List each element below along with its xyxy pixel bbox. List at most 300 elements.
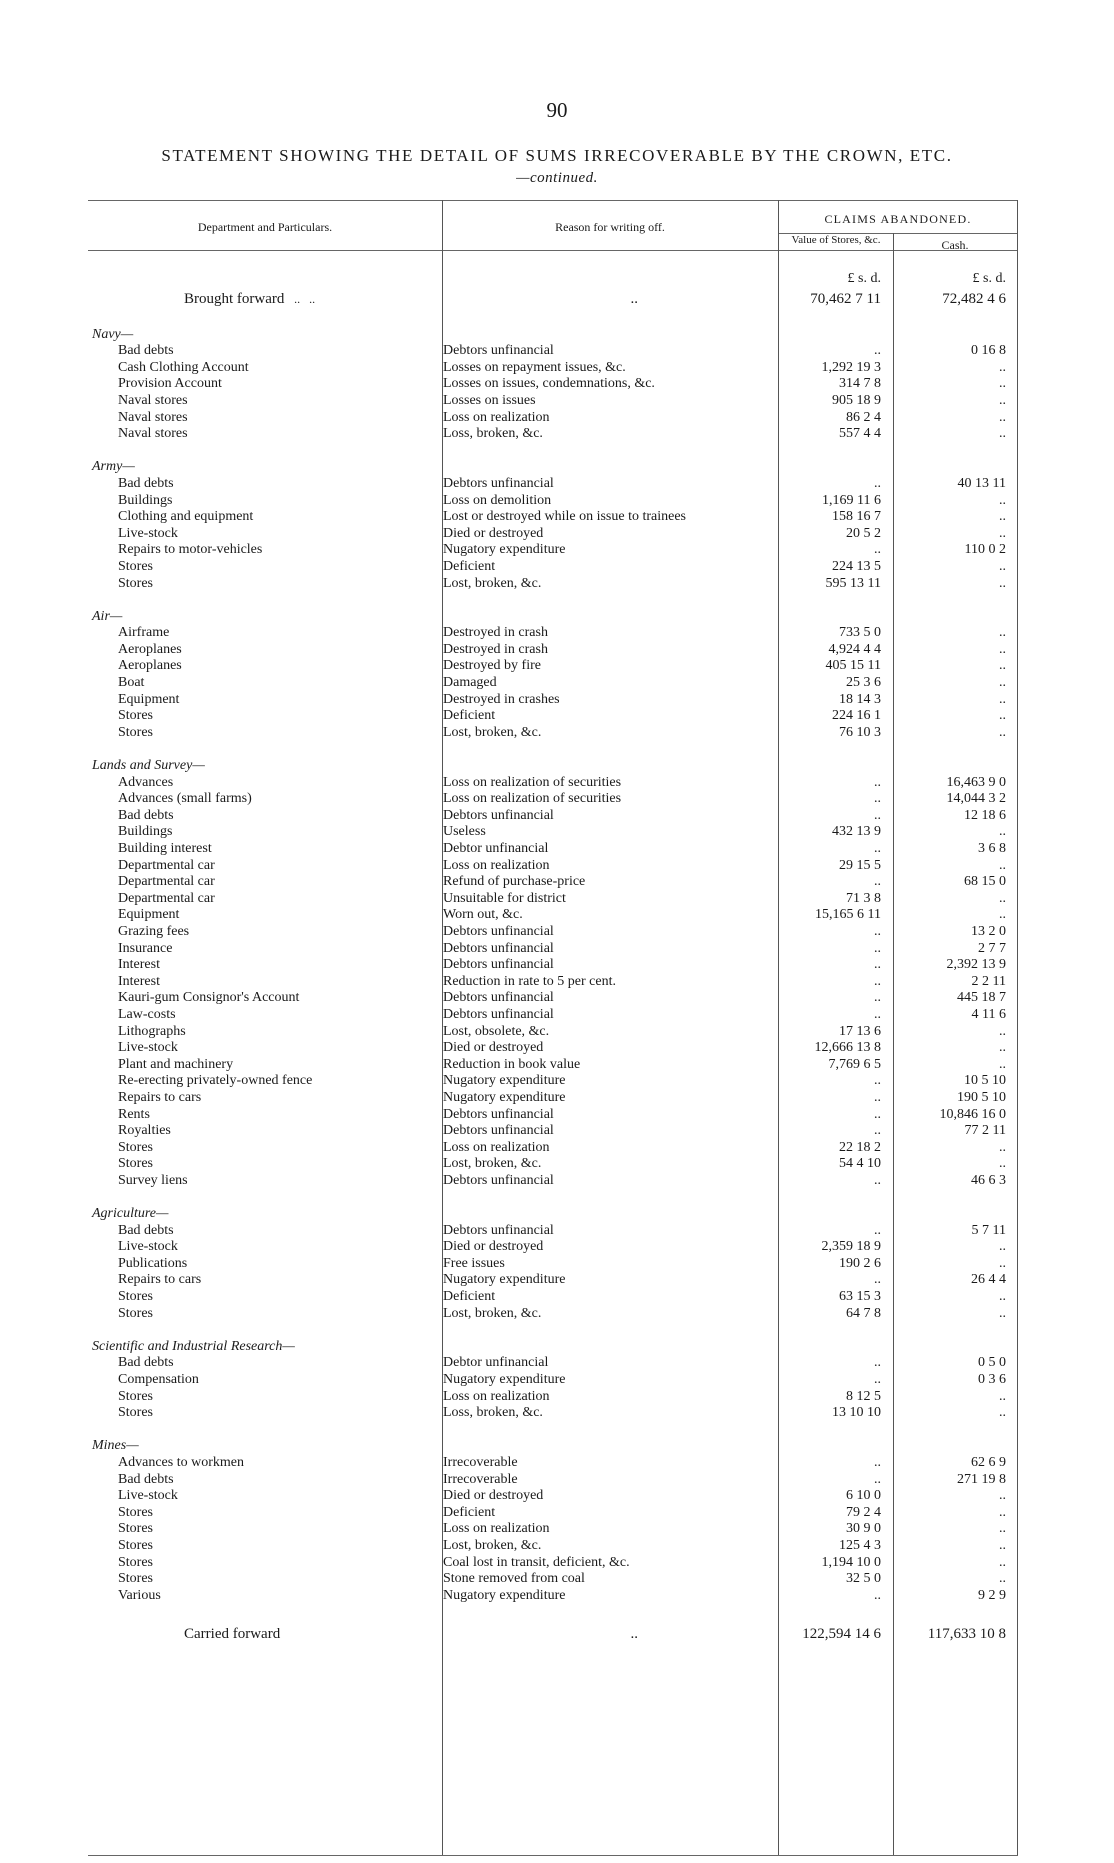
value-cell: 405 15 11	[825, 658, 881, 674]
cash-cell: 0 5 0	[978, 1355, 1006, 1371]
table-row	[88, 658, 1018, 675]
value-cell: ..	[874, 542, 881, 558]
cash-cell: 190 5 10	[957, 1089, 1006, 1105]
cash-cell: ..	[999, 1388, 1006, 1404]
empty-cell	[443, 443, 778, 460]
particulars-cell: Bad debts	[118, 475, 174, 491]
empty-cell	[893, 1189, 1018, 1206]
table-row	[88, 576, 1018, 593]
empty-cell	[893, 1322, 1018, 1339]
particulars-cell: Live-stock	[118, 1239, 178, 1255]
particulars-cell: Advances (small farms)	[118, 791, 252, 807]
table-row	[88, 393, 1018, 410]
value-cell: 17 13 6	[839, 1023, 881, 1039]
value-cell: ..	[874, 1272, 881, 1288]
table-row	[88, 725, 1018, 742]
reason-cell: Deficient	[443, 1289, 496, 1305]
section-heading-row	[88, 758, 1018, 775]
section-heading-row	[88, 1339, 1018, 1356]
table-row	[88, 1256, 1018, 1273]
particulars-cell: Stores	[118, 1156, 153, 1172]
cash-cell: ..	[999, 1239, 1006, 1255]
reason-cell: Loss, broken, &c.	[443, 426, 543, 442]
cash-cell: ..	[999, 857, 1006, 873]
reason-cell: Nugatory expenditure	[443, 1372, 566, 1387]
particulars-cell: Stores	[118, 1554, 153, 1570]
value-cell: 64 7 8	[846, 1305, 881, 1321]
value-cell: 432 13 9	[832, 824, 881, 840]
value-cell: 1,169 11 6	[822, 492, 881, 508]
particulars-cell: Equipment	[118, 907, 180, 923]
table-row	[88, 559, 1018, 576]
cash-cell: 68 15 0	[964, 874, 1006, 890]
reason-cell: Loss on realization	[443, 1521, 550, 1537]
cash-cell: 3 6 8	[978, 841, 1006, 856]
value-cell: ..	[874, 1073, 881, 1089]
value-cell: 125 4 3	[839, 1537, 881, 1553]
particulars-cell: Re-erecting privately-owned fence	[118, 1073, 313, 1089]
cash-cell: ..	[999, 426, 1006, 442]
page-number: 90	[546, 98, 568, 122]
table-row	[88, 410, 1018, 427]
particulars-cell: Stores	[118, 1139, 153, 1155]
section-heading: Navy—	[92, 326, 134, 342]
particulars-cell: Boat	[118, 675, 145, 691]
section-heading: Mines—	[92, 1438, 139, 1454]
value-cell: 1,194 10 0	[821, 1554, 881, 1570]
value-cell: 22 18 2	[839, 1139, 881, 1155]
value-cell: 86 2 4	[846, 409, 881, 425]
particulars-cell: Stores	[118, 1571, 153, 1587]
particulars-cell: Buildings	[118, 824, 173, 840]
cash-cell: ..	[999, 890, 1006, 906]
particulars-cell: Law-costs	[118, 1006, 176, 1022]
section-heading-row	[88, 609, 1018, 626]
cash-cell: ..	[999, 1040, 1006, 1056]
empty-cell	[88, 1422, 443, 1439]
units-value: £ s. d.	[847, 270, 881, 286]
table-row	[88, 891, 1018, 908]
value-cell: ..	[874, 1123, 881, 1139]
reason-cell: Free issues	[443, 1255, 505, 1271]
cash-cell: ..	[999, 1305, 1006, 1321]
value-cell: ..	[874, 1106, 881, 1122]
reason-cell: Loss on realization of securities	[443, 774, 622, 790]
empty-cell	[778, 443, 893, 460]
particulars-cell: Live-stock	[118, 1488, 178, 1504]
value-cell: 733 5 0	[839, 625, 881, 641]
particulars-cell: Live-stock	[118, 525, 178, 541]
reason-cell: Worn out, &c.	[443, 907, 523, 923]
table-row	[88, 542, 1018, 559]
cash-cell: 0 16 8	[971, 343, 1006, 359]
table-row	[88, 1372, 1018, 1389]
reason-cell: Stone removed from coal	[443, 1571, 585, 1587]
reason-cell: Died or destroyed	[443, 525, 544, 541]
reason-cell: Lost, broken, &c.	[443, 575, 542, 591]
empty-cell	[88, 1189, 443, 1206]
cash-cell: ..	[999, 1289, 1006, 1305]
particulars-cell: Rents	[118, 1106, 150, 1122]
section-heading-row	[88, 1206, 1018, 1223]
reason-cell: Died or destroyed	[443, 1040, 544, 1056]
particulars-cell: Publications	[118, 1255, 188, 1271]
empty-cell	[88, 1604, 443, 1621]
empty-cell	[893, 1604, 1018, 1621]
value-cell: ..	[874, 1006, 881, 1022]
reason-cell: Nugatory expenditure	[443, 1587, 566, 1603]
value-cell: 20 5 2	[846, 525, 881, 541]
particulars-cell: Bad debts	[118, 343, 174, 359]
table-row	[88, 791, 1018, 808]
particulars-cell: Buildings	[118, 492, 173, 508]
particulars-cell: Advances to workmen	[118, 1454, 244, 1470]
statement-table	[88, 270, 1018, 1647]
particulars-cell: Interest	[118, 973, 160, 989]
table-row	[88, 775, 1018, 792]
reason-cell: Debtors unfinancial	[443, 1172, 554, 1188]
empty-cell	[893, 443, 1018, 460]
table-row	[88, 426, 1018, 443]
reason-cell: Debtors unfinancial	[443, 343, 554, 359]
value-cell: 8 12 5	[846, 1388, 881, 1404]
empty-cell	[443, 1604, 778, 1621]
table-row	[88, 1455, 1018, 1472]
table-row	[88, 343, 1018, 360]
table-row	[88, 1588, 1018, 1605]
empty-cell	[778, 1322, 893, 1339]
section-heading: Army—	[92, 459, 135, 475]
table-row	[88, 1538, 1018, 1555]
particulars-cell: Royalties	[118, 1123, 171, 1139]
particulars-cell: Repairs to motor-vehicles	[118, 542, 263, 558]
value-cell: 76 10 3	[839, 724, 881, 740]
value-cell: ..	[874, 475, 881, 491]
empty-cell	[778, 1189, 893, 1206]
particulars-cell: Advances	[118, 774, 174, 790]
cash-cell: 10 5 10	[964, 1073, 1006, 1089]
cash-cell: ..	[999, 824, 1006, 840]
table-row	[88, 708, 1018, 725]
reason-cell: Died or destroyed	[443, 1488, 544, 1504]
cash-cell: ..	[999, 525, 1006, 541]
reason-cell: Debtors unfinancial	[443, 923, 554, 939]
reason-cell: Lost, obsolete, &c.	[443, 1023, 550, 1039]
cash-cell: ..	[999, 625, 1006, 641]
cash-cell: ..	[999, 1504, 1006, 1520]
particulars-cell: Clothing and equipment	[118, 509, 254, 525]
dot-leader: ..	[630, 1625, 638, 1642]
spacer-row	[88, 1422, 1018, 1439]
particulars-cell: Departmental car	[118, 890, 215, 906]
brought-forward-row	[88, 288, 1018, 310]
value-cell: 6 10 0	[846, 1488, 881, 1504]
cash-cell: ..	[999, 724, 1006, 740]
value-cell: 557 4 4	[839, 426, 881, 442]
empty-cell	[443, 741, 778, 758]
value-cell: ..	[874, 1587, 881, 1603]
particulars-cell: Aeroplanes	[118, 658, 182, 674]
empty-cell	[443, 1189, 778, 1206]
spacer-row	[88, 1604, 1018, 1621]
table-row	[88, 1173, 1018, 1190]
reason-cell: Loss on demolition	[443, 492, 552, 508]
cash-cell: ..	[999, 575, 1006, 591]
reason-cell: Loss on realization	[443, 1388, 550, 1404]
table-bottom-rule	[88, 1855, 1018, 1856]
particulars-cell: Kauri-gum Consignor's Account	[118, 990, 300, 1006]
empty-cell	[893, 741, 1018, 758]
value-cell: 71 3 8	[846, 890, 881, 906]
value-cell: ..	[874, 841, 881, 856]
spacer-row	[88, 443, 1018, 460]
empty-cell	[443, 1422, 778, 1439]
table-row	[88, 1007, 1018, 1024]
cash-cell: ..	[999, 392, 1006, 408]
reason-cell: Nugatory expenditure	[443, 1073, 566, 1089]
cash-cell: 40 13 11	[957, 475, 1006, 491]
table-row	[88, 808, 1018, 825]
cash-cell: ..	[999, 641, 1006, 657]
table-row	[88, 1239, 1018, 1256]
cash-cell: 62 6 9	[971, 1454, 1006, 1470]
reason-cell: Irrecoverable	[443, 1471, 518, 1487]
cash-cell: 5 7 11	[971, 1222, 1006, 1238]
value-cell: 63 15 3	[839, 1289, 881, 1305]
value-cell: 1,292 19 3	[821, 359, 881, 375]
cash-cell: ..	[999, 1056, 1006, 1072]
particulars-cell: Equipment	[118, 691, 180, 707]
table-row	[88, 1272, 1018, 1289]
header-reason: Reason for writing off.	[555, 220, 665, 234]
brought-forward-cash: 72,482 4 6	[942, 290, 1006, 307]
particulars-cell: Stores	[118, 1504, 153, 1520]
reason-cell: Losses on issues, condemnations, &c.	[443, 376, 655, 392]
particulars-cell: Insurance	[118, 940, 173, 956]
particulars-cell: Interest	[118, 957, 160, 973]
cash-cell: ..	[999, 1554, 1006, 1570]
value-cell: 2,359 18 9	[821, 1239, 881, 1255]
table-row	[88, 642, 1018, 659]
particulars-cell: Stores	[118, 1289, 153, 1305]
value-cell: 12,666 13 8	[814, 1040, 881, 1056]
cash-cell: 46 6 3	[971, 1172, 1006, 1188]
cash-cell: 445 18 7	[957, 990, 1006, 1006]
empty-cell	[88, 443, 443, 460]
empty-cell	[778, 592, 893, 609]
header-cash: Cash.	[941, 238, 969, 252]
particulars-cell: Departmental car	[118, 857, 215, 873]
particulars-cell: Stores	[118, 1305, 153, 1321]
particulars-cell: Cash Clothing Account	[118, 359, 249, 375]
value-cell: ..	[874, 774, 881, 790]
cash-cell: ..	[999, 1139, 1006, 1155]
reason-cell: Debtor unfinancial	[443, 841, 549, 856]
carried-forward-row	[88, 1621, 1018, 1647]
reason-cell: Died or destroyed	[443, 1239, 544, 1255]
table-row	[88, 1389, 1018, 1406]
value-cell: ..	[874, 807, 881, 823]
brought-forward-value: 70,462 7 11	[810, 290, 881, 307]
table-row	[88, 1306, 1018, 1323]
value-cell: ..	[874, 1089, 881, 1105]
value-cell: 15,165 6 11	[815, 907, 881, 923]
table-row	[88, 1405, 1018, 1422]
particulars-cell: Naval stores	[118, 392, 188, 408]
table-row	[88, 990, 1018, 1007]
value-cell: 314 7 8	[839, 376, 881, 392]
value-cell: ..	[874, 940, 881, 956]
particulars-cell: Lithographs	[118, 1023, 186, 1039]
particulars-cell: Stores	[118, 708, 153, 724]
reason-cell: Deficient	[443, 708, 496, 724]
value-cell: ..	[874, 1372, 881, 1387]
particulars-cell: Repairs to cars	[118, 1272, 202, 1288]
value-cell: 79 2 4	[846, 1504, 881, 1520]
cash-cell: ..	[999, 376, 1006, 392]
section-heading-row	[88, 327, 1018, 344]
particulars-cell: Building interest	[118, 841, 212, 856]
reason-cell: Deficient	[443, 1504, 496, 1520]
cash-cell: 4 11 6	[971, 1006, 1006, 1022]
particulars-cell: Stores	[118, 1388, 153, 1404]
value-cell: 30 9 0	[846, 1521, 881, 1537]
particulars-cell: Various	[118, 1587, 161, 1603]
value-cell: 13 10 10	[832, 1405, 881, 1421]
particulars-cell: Stores	[118, 1537, 153, 1553]
dot-leader: ..	[630, 290, 638, 307]
value-cell: ..	[874, 1222, 881, 1238]
particulars-cell: Stores	[118, 1405, 153, 1421]
empty-cell	[778, 741, 893, 758]
cash-cell: 16,463 9 0	[946, 774, 1006, 790]
reason-cell: Lost, broken, &c.	[443, 1305, 542, 1321]
empty-cell	[778, 1604, 893, 1621]
table-row	[88, 1090, 1018, 1107]
reason-cell: Coal lost in transit, deficient, &c.	[443, 1554, 630, 1570]
reason-cell: Lost, broken, &c.	[443, 1537, 542, 1553]
table-row	[88, 941, 1018, 958]
value-cell: 158 16 7	[832, 509, 881, 525]
reason-cell: Losses on repayment issues, &c.	[443, 359, 626, 375]
cash-cell: 2,392 13 9	[946, 957, 1006, 973]
cash-cell: 12 18 6	[964, 807, 1006, 823]
document-title: STATEMENT SHOWING THE DETAIL OF SUMS IRRECOVERABLE BY THE CROWN, ETC.	[161, 146, 953, 165]
table-row	[88, 675, 1018, 692]
table-row	[88, 509, 1018, 526]
table-row	[88, 1571, 1018, 1588]
cash-cell: 9 2 9	[978, 1587, 1006, 1603]
value-cell: ..	[874, 1355, 881, 1371]
cash-cell: 0 3 6	[978, 1372, 1006, 1387]
table-row	[88, 1223, 1018, 1240]
value-cell: ..	[874, 1471, 881, 1487]
table-row	[88, 858, 1018, 875]
value-cell: 54 4 10	[839, 1156, 881, 1172]
table-row	[88, 376, 1018, 393]
cash-cell: ..	[999, 1571, 1006, 1587]
reason-cell: Debtors unfinancial	[443, 1106, 554, 1122]
header-department: Department and Particulars.	[197, 220, 333, 234]
cash-cell: 14,044 3 2	[946, 791, 1006, 807]
reason-cell: Loss on realization of securities	[443, 791, 622, 807]
reason-cell: Reduction in rate to 5 per cent.	[443, 973, 616, 989]
empty-cell	[893, 1422, 1018, 1439]
cash-cell: ..	[999, 492, 1006, 508]
reason-cell: Destroyed by fire	[443, 658, 541, 674]
empty-cell	[443, 310, 778, 327]
reason-cell: Losses on issues	[443, 392, 536, 408]
reason-cell: Irrecoverable	[443, 1454, 518, 1470]
table-row	[88, 1040, 1018, 1057]
section-heading: Agriculture—	[92, 1206, 169, 1222]
cash-cell: ..	[999, 509, 1006, 525]
particulars-cell: Bad debts	[118, 1222, 174, 1238]
cash-cell: ..	[999, 708, 1006, 724]
reason-cell: Unsuitable for district	[443, 890, 566, 906]
particulars-cell: Grazing fees	[118, 923, 190, 939]
table-row	[88, 824, 1018, 841]
cash-cell: ..	[999, 691, 1006, 707]
cash-cell: ..	[999, 675, 1006, 691]
reason-cell: Loss on realization	[443, 1139, 550, 1155]
reason-cell: Damaged	[443, 675, 497, 691]
table-row	[88, 924, 1018, 941]
cash-cell: ..	[999, 1405, 1006, 1421]
table-row	[88, 476, 1018, 493]
table-row	[88, 1355, 1018, 1372]
particulars-cell: Compensation	[118, 1372, 199, 1387]
particulars-cell: Bad debts	[118, 1471, 174, 1487]
particulars-cell: Aeroplanes	[118, 641, 182, 657]
value-cell: 224 16 1	[832, 708, 881, 724]
cash-cell: ..	[999, 907, 1006, 923]
reason-cell: Lost, broken, &c.	[443, 724, 542, 740]
particulars-cell: Airframe	[118, 625, 170, 641]
cash-cell: 77 2 11	[964, 1123, 1006, 1139]
table-row	[88, 526, 1018, 543]
reason-cell: Debtor unfinancial	[443, 1355, 549, 1371]
value-cell: ..	[874, 923, 881, 939]
particulars-cell: Live-stock	[118, 1040, 178, 1056]
value-cell: ..	[874, 1454, 881, 1470]
table-row	[88, 493, 1018, 510]
value-cell: 32 5 0	[846, 1571, 881, 1587]
empty-cell	[778, 310, 893, 327]
section-heading-row	[88, 459, 1018, 476]
reason-cell: Loss on realization	[443, 857, 550, 873]
value-cell: 190 2 6	[839, 1255, 881, 1271]
table-row	[88, 1123, 1018, 1140]
document-subtitle: —continued.	[516, 170, 598, 186]
reason-cell: Nugatory expenditure	[443, 542, 566, 558]
empty-cell	[88, 310, 443, 327]
cash-cell: ..	[999, 1156, 1006, 1172]
reason-cell: Debtors unfinancial	[443, 940, 554, 956]
value-cell: 595 13 11	[825, 575, 881, 591]
reason-cell: Debtors unfinancial	[443, 1123, 554, 1139]
reason-cell: Lost, broken, &c.	[443, 1156, 542, 1172]
particulars-cell: Provision Account	[118, 376, 222, 392]
cash-cell: 110 0 2	[964, 542, 1006, 558]
table-row	[88, 1107, 1018, 1124]
table-row	[88, 907, 1018, 924]
empty-cell	[893, 310, 1018, 327]
value-cell: 29 15 5	[839, 857, 881, 873]
value-cell: ..	[874, 791, 881, 807]
cash-cell: ..	[999, 359, 1006, 375]
table-row	[88, 1472, 1018, 1489]
